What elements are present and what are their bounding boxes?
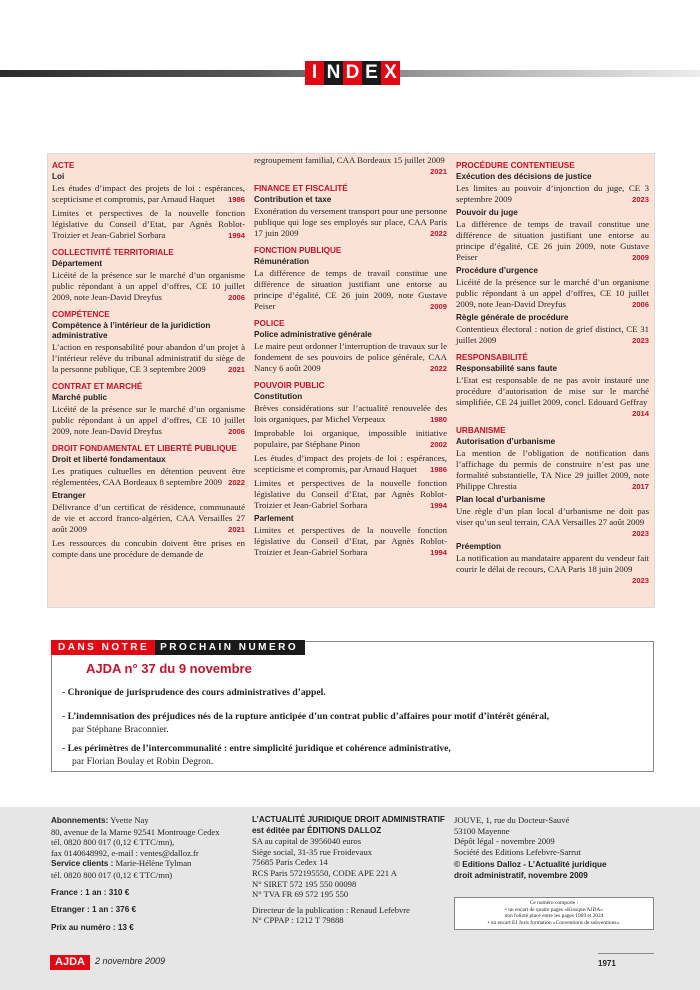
index-entry-text: La notification au mandataire apparent du vendeur fait courir le délai de recours, CAA Paris 18 juin 2009	[456, 553, 649, 574]
index-entry-page: 2021	[228, 365, 245, 374]
index-section-heading: POLICE	[254, 319, 285, 328]
index-entry	[456, 553, 649, 586]
index-entry-page: 2022	[430, 364, 447, 373]
index-subheading: Constitution	[254, 392, 303, 401]
index-entry	[254, 403, 447, 425]
index-entry-text: Licéité de la présence sur le marché d’un organisme public répondant à un appel d’offres, CE 10 juillet 2009, note Jean-David Dreyfus	[456, 277, 649, 309]
footer-subscriptions	[51, 815, 246, 933]
price-etranger: Etranger : 1 an : 376 €	[51, 905, 137, 915]
index-entry-text: Brèves considérations sur l’actualité renouvelée des lois organiques, par Michel Verpeaux	[254, 403, 447, 424]
index-subheading: Département	[52, 259, 103, 268]
index-entry	[254, 478, 447, 511]
index-subheading: Rémunération	[254, 257, 310, 266]
index-entry-text: Les ressources du concubin doivent être prises en compte dans une procédure de demande de	[52, 538, 245, 559]
index-entry	[52, 342, 245, 375]
index-section-heading: POUVOIR PUBLIC	[254, 381, 325, 390]
issue-date: 2 novembre 2009	[95, 956, 166, 966]
index-entry-text: regroupement familial, CAA Bordeaux 15 juillet 2009	[254, 155, 445, 165]
index-entry	[52, 208, 245, 241]
service-name: Marie-Hélène Tylman	[115, 858, 192, 869]
abonnements-name: Yvette Nay	[110, 815, 149, 825]
index-entry-text: La différence de temps de travail constitue une différence de situation justifiant une entorse au principe d’égalité, CE 26 juin 2009, note Gustave Peiser	[254, 268, 447, 311]
footer-line: tél. 0820 800 017 (0,12 € TTC/mn),	[51, 837, 175, 848]
index-entry-page: 2009	[632, 253, 649, 262]
index-entry-page: 2022	[228, 478, 245, 487]
index-entry-page: 2021	[430, 167, 447, 176]
index-entry-page: 1986	[228, 195, 245, 204]
footer-line: Siège social, 31-35 rue Froidevaux	[252, 846, 373, 857]
index-subheading: Responsabilité sans faute	[456, 364, 558, 373]
index-section-heading: DROIT FONDAMENTAL ET LIBERTÉ PUBLIQUE	[52, 444, 237, 453]
index-entry-text: La différence de temps de travail constitue une différence de situation justifiant une entorse au principe d’égalité, CE 26 juin 2009, note Gustave Peiser	[456, 219, 649, 262]
footer-line: Société des Editions Lefebvre-Sarrut	[454, 846, 581, 857]
index-subheading: Etranger	[52, 491, 86, 500]
footer-line: Dépôt légal - novembre 2009	[454, 836, 555, 847]
index-entry	[254, 341, 447, 374]
index-entry-page: 1994	[228, 231, 245, 240]
index-subheading: Compétence à l’intérieur de la juridiction administrative	[52, 321, 211, 340]
index-subheading: Marché public	[52, 393, 108, 402]
next-issue-item-3	[62, 742, 647, 768]
index-entry	[254, 155, 447, 177]
index-entry-page: 1980	[430, 415, 447, 424]
footer-line: 53100 Mayenne	[454, 825, 510, 836]
index-entry	[52, 502, 245, 535]
index-entry	[456, 324, 649, 346]
index-section-heading: COMPÉTENCE	[52, 310, 110, 319]
footer-line: fax 0140648992, e-mail : ventes@dalloz.fr	[51, 847, 199, 858]
footer-line: RCS Paris 572195550, CODE APE 221 A	[252, 867, 397, 878]
price-france: France : 1 an : 310 €	[51, 887, 130, 897]
index-entry-text: L’Etat est responsable de ne pas avoir instauré une procédure d’autorisation de mise sur le marché simplifiée, CE 24 juillet 2009, concl. Edouard Geffray	[456, 375, 649, 407]
index-section-heading: FONCTION PUBLIQUE	[254, 246, 342, 255]
index-subheading: Plan local d’urbanisme	[456, 495, 546, 504]
footer-line: SA au capital de 3956040 euros	[252, 836, 362, 847]
index-section-heading: ACTE	[52, 161, 75, 170]
footer-line: 80, avenue de la Marne 92541 Montrouge Cedex	[51, 826, 220, 837]
index-subheading: Préemption	[456, 542, 502, 551]
banner-part-a: DANS NOTRE	[51, 640, 155, 655]
index-subheading: Droit et liberté fondamentaux	[52, 455, 166, 464]
index-entry-text: Le maire peut ordonner l’interruption de travaux sur le fondement de ses pouvoirs de police générale, CAA Nancy 6 août 2009	[254, 341, 447, 373]
footer-line: 75685 Paris Cedex 14	[252, 857, 328, 868]
publisher-title: L’ACTUALITÉ JURIDIQUE DROIT ADMINISTRATIF	[252, 815, 445, 824]
index-entry	[52, 270, 245, 303]
index-letter: X	[381, 61, 400, 85]
index-entry	[52, 404, 245, 437]
index-section-heading: RESPONSABILITÉ	[456, 353, 528, 362]
index-entry-page: 2017	[632, 482, 649, 491]
next-issue-title: AJDA n° 37 du 9 novembre	[86, 661, 252, 676]
index-entry-page: 2006	[228, 427, 245, 436]
insert-notice-box	[454, 897, 654, 930]
index-section-heading: FINANCE ET FISCALITÉ	[254, 184, 348, 193]
index-subheading: Pouvoir du juge	[456, 208, 518, 217]
next-item-author: par Florian Boulay et Robin Degron.	[72, 756, 214, 767]
index-column-2	[254, 154, 447, 561]
index-entry-text: Limites et perspectives de la nouvelle fonction législative du Conseil d’Etat, par Agnès Roblot-Troizier et Jean-Gabriel Sorbara	[52, 208, 245, 240]
footer-line: N° TVA FR 69 572 195 550	[252, 889, 349, 900]
service-label: Service clients :	[51, 859, 114, 869]
index-entry	[254, 428, 447, 450]
index-entry	[254, 206, 447, 239]
index-subheading: Police administrative générale	[254, 330, 372, 339]
index-entry-page: 2023	[632, 195, 649, 204]
index-entry-page: 2023	[632, 576, 649, 585]
index-entry-text: Contentieux électoral : notion de grief distinct, CE 31 juillet 2009	[456, 324, 649, 345]
index-subheading: Procédure d’urgence	[456, 266, 538, 275]
footer-printer	[454, 815, 654, 882]
index-title	[305, 61, 400, 85]
index-letter: N	[324, 61, 343, 85]
footer-publisher	[252, 815, 452, 926]
page-number: 1971	[598, 959, 616, 968]
footer-line: N° SIRET 572 195 550 00098	[252, 878, 357, 889]
abonnements-label: Abonnements:	[51, 816, 109, 825]
copyright-line-2: droit administratif, novembre 2009	[454, 870, 588, 880]
index-entry-text: Les pratiques cultuelles en détention peuvent être réglementées, CAA Bordeaux 8 septembre 2009	[52, 466, 245, 487]
index-entry-text: Limites et perspectives de la nouvelle fonction législative du Conseil d’Etat, par Agnès Roblot-Troizier et Jean-Gabriel Sorbara	[254, 525, 447, 557]
index-entry-page: 2023	[632, 529, 649, 538]
ajda-logo: AJDA	[50, 955, 90, 970]
insert-notice-line: non folioté placé entre les pages 1969 et 2024	[504, 913, 604, 919]
index-entry	[254, 525, 447, 558]
index-column-3	[456, 154, 649, 589]
index-entry-text: Une règle d’un plan local d’urbanisme ne doit pas viser qu’un seul terrain, CAA Versailles 27 août 2009	[456, 506, 649, 527]
insert-notice-line: • un encart de quatre pages «Kiosque/AJDA»	[505, 906, 603, 913]
cppap: N° CPPAP : 1212 T 79888	[252, 915, 344, 926]
copyright-line-1: © Editions Dalloz - L’Actualité juridique	[454, 860, 607, 870]
publisher-subtitle: est éditée par ÉDITIONS DALLOZ	[252, 825, 382, 835]
publication-director: Directeur de la publication : Renaud Lefebvre	[252, 904, 410, 915]
index-entry	[254, 453, 447, 475]
index-entry-page: 2023	[632, 336, 649, 345]
index-subheading: Exécution des décisions de justice	[456, 172, 592, 181]
index-entry	[254, 268, 447, 312]
index-entry	[456, 183, 649, 205]
index-entry-page: 2021	[228, 525, 245, 534]
price-numero: Prix au numéro : 13 €	[51, 922, 134, 932]
index-subheading: Autorisation d’urbanisme	[456, 437, 556, 446]
index-letter: I	[305, 61, 324, 85]
index-entry-text: Licéité de la présence sur le marché d’un organisme public répondant à un appel d’offres, CE 10 juillet 2009, note Jean-David Dreyfus	[52, 404, 245, 436]
insert-notice-line: • un encart EJ Juris formation «Conventions de subventions».	[487, 919, 621, 926]
index-entry	[52, 538, 245, 560]
index-section-heading: PROCÉDURE CONTENTIEUSE	[456, 161, 575, 170]
insert-notice-line: Ce numéro comporte :	[529, 900, 579, 906]
next-item-bold: - Les périmètres de l’intercommunalité : entre simplicité juridique et cohérence administrative,	[62, 743, 451, 754]
index-entry-text: Les études d’impact des projets de loi : espérances, scepticisme et compromis, par Arnaud Haquet	[254, 453, 447, 474]
next-issue-item-1	[62, 686, 647, 699]
next-issue-banner	[51, 640, 305, 655]
next-item-bold: - Chronique de jurisprudence des cours administratives d’appel.	[62, 687, 326, 698]
index-entry	[456, 219, 649, 263]
index-subheading: Loi	[52, 172, 65, 181]
index-entry	[52, 183, 245, 205]
index-entry-page: 1986	[430, 465, 447, 474]
index-subheading: Règle générale de procédure	[456, 313, 569, 322]
index-section-heading: COLLECTIVITÉ TERRITORIALE	[52, 248, 174, 257]
index-panel	[47, 153, 655, 608]
index-entry-page: 2006	[632, 300, 649, 309]
index-entry	[456, 506, 649, 539]
index-entry-text: Exonération du versement transport pour une personne publique qui loge ses employés sur place, CAA Paris 17 juin 2009	[254, 206, 447, 238]
index-entry-text: La mention de l’obligation de notification dans l’affichage du permis de construire n’est pas une formalité substantielle, TA Nice 29 juillet 2009, note Philippe Chrestia	[456, 448, 649, 491]
next-issue-item-2	[62, 710, 647, 736]
index-entry-page: 1994	[430, 501, 447, 510]
page-number-rule	[598, 953, 654, 954]
index-entry-page: 2006	[228, 293, 245, 302]
index-entry-page: 2022	[430, 229, 447, 238]
index-entry-page: 2009	[430, 302, 447, 311]
index-entry-text: Limites et perspectives de la nouvelle fonction législative du Conseil d’Etat, par Agnès Roblot-Troizier et Jean-Gabriel Sorbara	[254, 478, 447, 510]
index-letter: D	[343, 61, 362, 85]
index-entry-text: Licéité de la présence sur le marché d’un organisme public répondant à un appel d’offres, CE 10 juillet 2009, note Jean-David Dreyfus	[52, 270, 245, 302]
index-entry	[456, 448, 649, 492]
index-subheading: Parlement	[254, 514, 294, 523]
index-entry-page: 2014	[632, 409, 649, 418]
index-column-1	[52, 154, 245, 563]
service-tel: tél. 0820 800 017 (0,12 € TTC/mn)	[51, 869, 173, 880]
index-entry-text: L’action en responsabilité pour abandon d’un projet à l’intérieur relève du tribunal administratif du siège de la personne publique, CE 3 septembre 2009	[52, 342, 245, 374]
index-subheading: Contribution et taxe	[254, 195, 332, 204]
index-entry	[456, 375, 649, 419]
banner-part-b: PROCHAIN NUMERO	[155, 640, 305, 655]
next-item-bold: - L’indemnisation des préjudices nés de la rupture anticipée d’un contrat public d’affaires pour motif d’intérêt général,	[62, 711, 550, 722]
index-section-heading: URBANISME	[456, 426, 506, 435]
footer-line: JOUVE, 1, rue du Docteur-Sauvé	[454, 815, 570, 825]
index-entry	[456, 277, 649, 310]
index-entry-page: 2002	[430, 440, 447, 449]
index-section-heading: CONTRAT ET MARCHÉ	[52, 382, 143, 391]
index-entry-page: 1994	[430, 548, 447, 557]
index-letter: E	[362, 61, 381, 85]
index-entry-text: Les études d’impact des projets de loi : espérances, scepticisme et compromis, par Arnaud Haquet	[52, 183, 245, 204]
index-entry-text: Improbable loi organique, impossible initiative populaire, par Stéphane Pinon	[254, 428, 447, 449]
index-entry-text: Les limites au pouvoir d’injonction du juge, CE 3 septembre 2009	[456, 183, 649, 204]
next-item-author: par Stéphane Braconnier.	[72, 724, 169, 735]
index-entry-text: Délivrance d’un certificat de résidence, communauté de vie et accord franco-algérien, CAA Versailles 27 août 2009	[52, 502, 245, 534]
index-entry	[52, 466, 245, 488]
